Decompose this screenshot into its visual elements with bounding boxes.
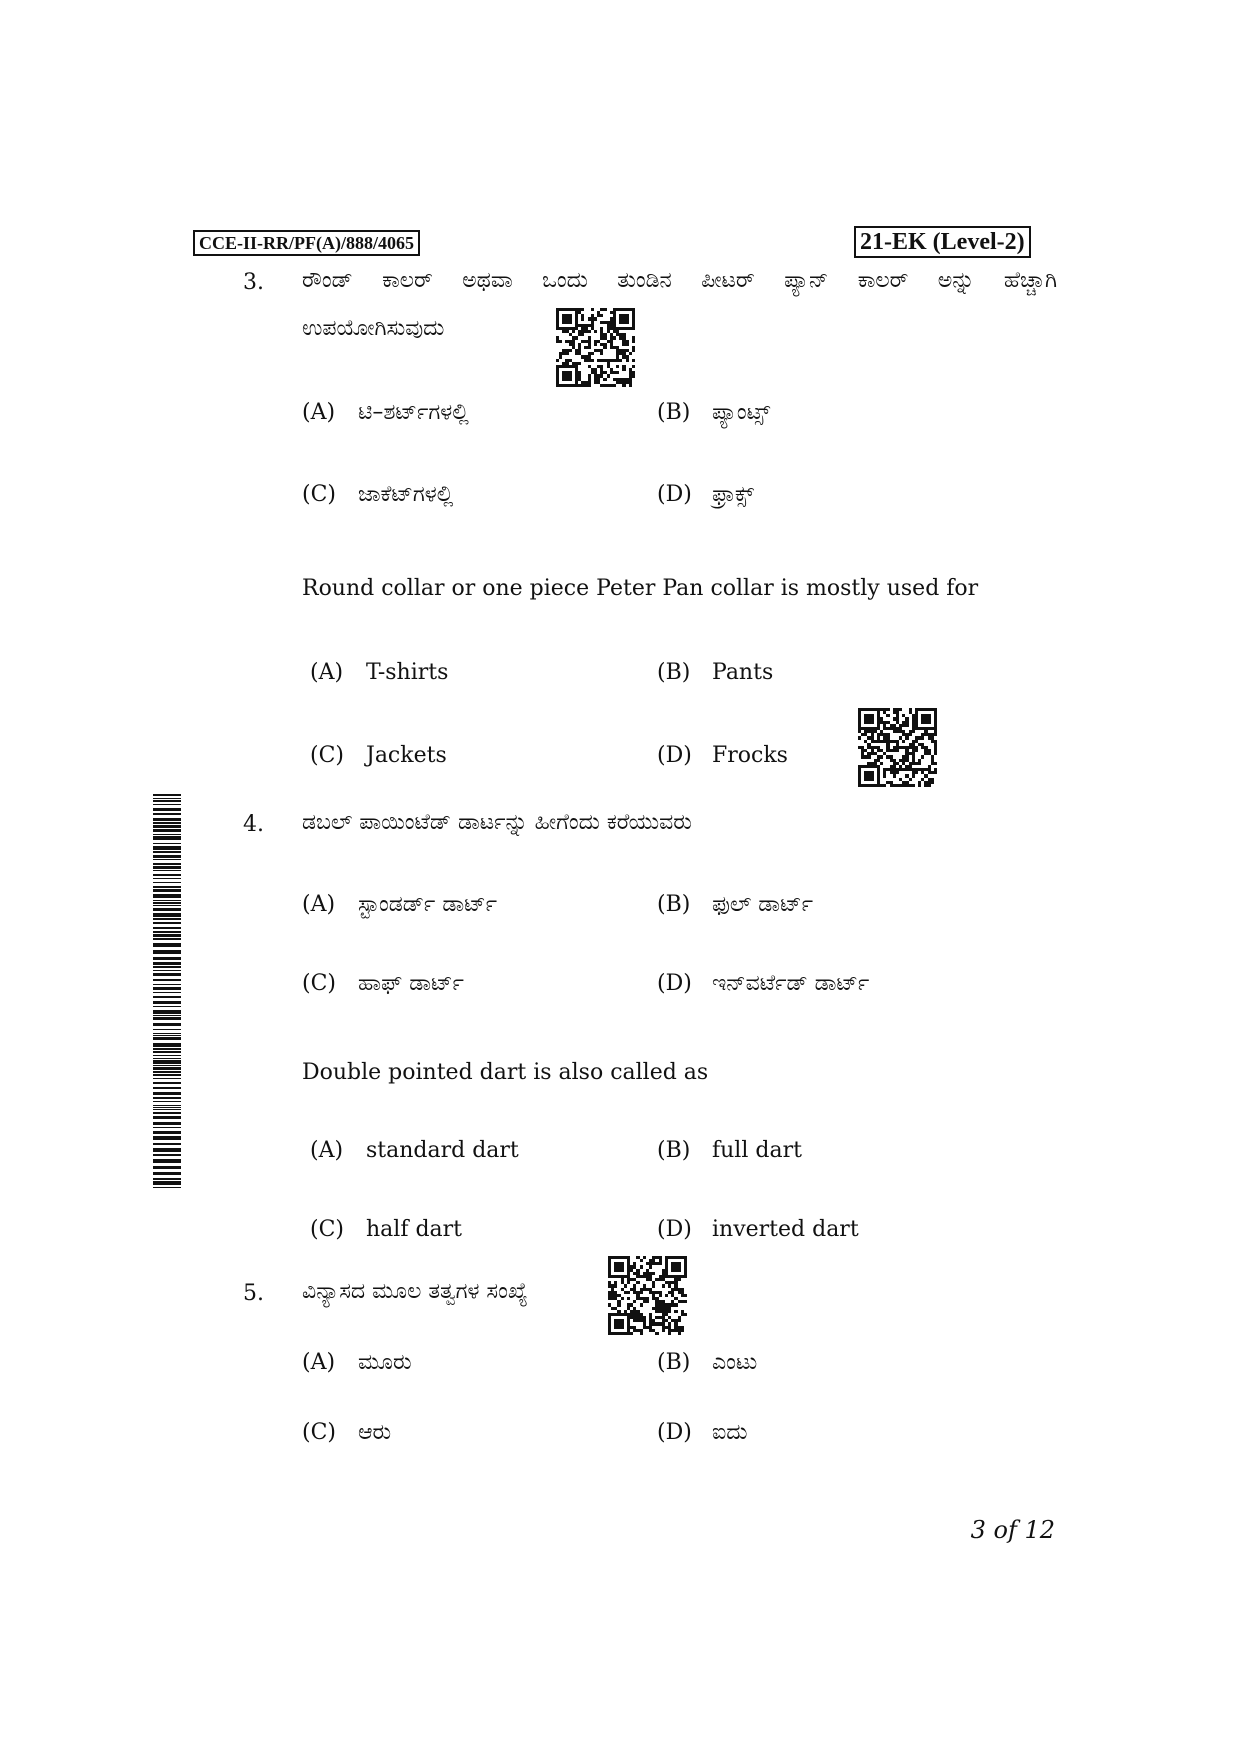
option-label: (B) (657, 1138, 691, 1163)
option-text-kannada: ಹಾಫ್ ಡಾರ್ಟ್ (358, 971, 464, 996)
qr-code (608, 1256, 687, 1335)
question-number: 5. (243, 1281, 264, 1306)
option-text-english: Pants (712, 660, 774, 685)
question-text-kannada: ರೌಂಡ್ ಕಾಲರ್ ಅಥವಾ ಒಂದು ತುಂಡಿನ ಪೀಟರ್ ಪ್ಯಾನ್ ಕಾಲರ್ ಅನ್ನು ಹೆಚ್ಚಾಗಿ (302, 268, 1057, 293)
option-text-kannada: ಮೂರು (358, 1350, 412, 1375)
option-text-kannada: ಫ್ರಾಕ್ಸ್ (712, 482, 754, 507)
option-text-kannada: ಇನ್‌ವರ್ಟೆಡ್ ಡಾರ್ಟ್ (712, 971, 870, 996)
option-label: (A) (310, 1138, 344, 1163)
subject-code: 21-EK (Level-2) (854, 226, 1031, 258)
option-text-english: half dart (366, 1217, 463, 1242)
option-label: (C) (302, 482, 336, 507)
option-text-kannada: ಟಿ–ಶರ್ಟ್‌ಗಳಲ್ಲಿ (358, 400, 469, 425)
option-text-english: inverted dart (712, 1217, 859, 1242)
option-label: (D) (657, 1420, 692, 1445)
option-text-english: T-shirts (366, 660, 449, 685)
option-text-english: full dart (712, 1138, 802, 1163)
option-text-kannada: ಸ್ಟಾಂಡರ್ಡ್ ಡಾರ್ಟ್ (358, 892, 498, 917)
option-text-english: standard dart (366, 1138, 519, 1163)
option-label: (A) (302, 400, 336, 425)
paper-code: CCE-II-RR/PF(A)/888/4065 (193, 230, 420, 256)
option-text-kannada: ಆರು (358, 1420, 392, 1445)
question-text-kannada: ಡಬಲ್ ಪಾಯಿಂಟೆಡ್ ಡಾರ್ಟನ್ನು ಹೀಗೆಂದು ಕರೆಯುವರು (302, 810, 692, 835)
option-label: (D) (657, 482, 692, 507)
option-label: (B) (657, 660, 691, 685)
option-label: (B) (657, 400, 691, 425)
option-label: (C) (302, 971, 336, 996)
option-label: (A) (302, 1350, 336, 1375)
question-text-english: Double pointed dart is also called as (302, 1060, 709, 1085)
qr-code (858, 708, 937, 787)
option-label: (C) (302, 1420, 336, 1445)
option-label: (D) (657, 1217, 692, 1242)
qr-code (556, 308, 635, 387)
question-text-kannada-cont: ಉಪಯೋಗಿಸುವುದು (302, 316, 445, 341)
barcode-icon (153, 794, 181, 1188)
option-text-english: Frocks (712, 743, 788, 768)
option-text-kannada: ಪ್ಯಾಂಟ್ಸ್ (712, 400, 771, 425)
option-label: (D) (657, 971, 692, 996)
option-text-kannada: ಐದು (712, 1420, 748, 1445)
question-number: 3. (243, 270, 264, 295)
option-label: (B) (657, 892, 691, 917)
question-number: 4. (243, 812, 264, 837)
page-number: 3 of 12 (970, 1516, 1055, 1544)
option-label: (A) (302, 892, 336, 917)
option-text-english: Jackets (366, 743, 447, 768)
option-text-kannada: ಎಂಟು (712, 1350, 758, 1375)
option-label: (D) (657, 743, 692, 768)
question-text-kannada: ವಿನ್ಯಾಸದ ಮೂಲ ತತ್ವಗಳ ಸಂಖ್ಯೆ (302, 1279, 528, 1304)
option-label: (B) (657, 1350, 691, 1375)
option-label: (C) (310, 1217, 344, 1242)
option-text-kannada: ಫುಲ್ ಡಾರ್ಟ್ (712, 892, 813, 917)
question-text-english: Round collar or one piece Peter Pan collar is mostly used for (302, 576, 979, 601)
option-label: (C) (310, 743, 344, 768)
option-label: (A) (310, 660, 344, 685)
option-text-kannada: ಜಾಕೆಟ್‌ಗಳಲ್ಲಿ (358, 482, 454, 507)
